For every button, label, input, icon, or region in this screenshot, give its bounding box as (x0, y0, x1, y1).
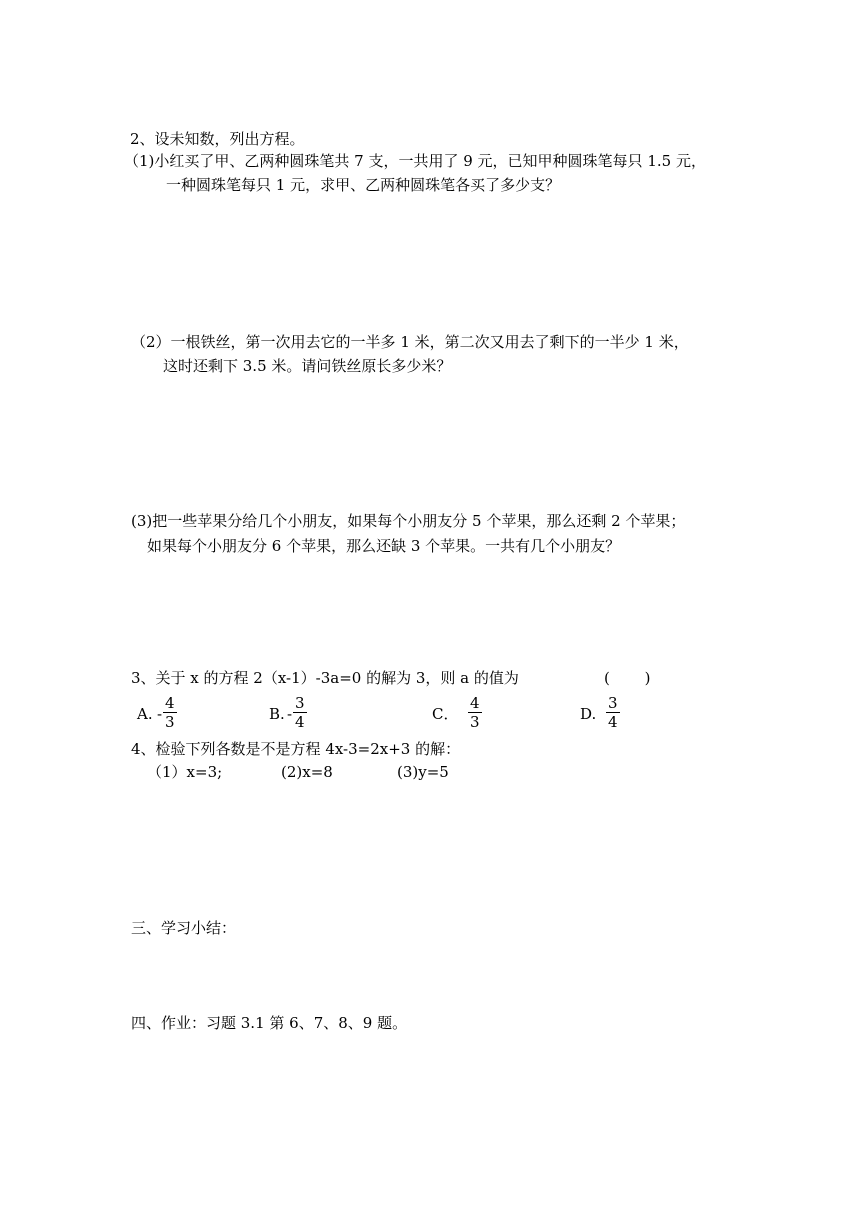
q2-title: 2、设未知数，列出方程。 (130, 130, 305, 148)
q2-p1-line1: （1)小红买了甲、乙两种圆珠笔共 7 支，一共用了 9 元，已知甲种圆珠笔每只 1.5 元， (124, 152, 706, 170)
q4-stem: 4、检验下列各数是不是方程 4x-3=2x+3 的解： (131, 740, 461, 758)
q4-item-1: （1）x=3; (147, 763, 223, 781)
q2-p1-line2: 一种圆珠笔每只 1 元，求甲、乙两种圆珠笔各买了多少支？ (166, 176, 561, 194)
option-fraction (293, 694, 307, 731)
q3-answer-bracket: ( ) (604, 669, 651, 687)
option-fraction (468, 694, 482, 731)
fraction-numerator: 3 (295, 694, 305, 712)
section-homework-heading: 四、作业：习题 3.1 第 6、7、8、9 题。 (131, 1014, 408, 1032)
option-label: B. (269, 705, 285, 723)
q2-p3-line2: 如果每个小朋友分 6 个苹果，那么还缺 3 个苹果。一共有几个小朋友？ (147, 537, 621, 555)
option-sign: - (287, 705, 293, 723)
option-label: A. (137, 705, 153, 723)
q2-p3-line1: (3)把一些苹果分给几个小朋友，如果每个小朋友分 5 个苹果，那么还剩 2 个苹果； (131, 512, 686, 530)
fraction-numerator: 3 (608, 694, 618, 712)
option-fraction (163, 694, 177, 731)
q4-item-2: (2)x=8 (281, 763, 333, 781)
fraction-denominator: 3 (470, 713, 480, 731)
q2-p2-line1: （2）一根铁丝，第一次用去它的一半多 1 米，第二次又用去了剩下的一半少 1 米， (131, 333, 689, 351)
option-label: C． (432, 705, 459, 723)
fraction-denominator: 4 (295, 713, 305, 731)
option-sign: - (157, 705, 163, 723)
q4-item-3: (3)y=5 (397, 763, 449, 781)
option-label: D. (580, 705, 597, 723)
section-summary-heading: 三、学习小结： (131, 919, 237, 937)
fraction-numerator: 4 (470, 694, 480, 712)
q2-p2-line2: 这时还剩下 3.5 米。请问铁丝原长多少米？ (163, 357, 452, 375)
fraction-denominator: 3 (165, 713, 175, 731)
fraction-numerator: 4 (165, 694, 175, 712)
option-fraction (606, 694, 620, 731)
fraction-denominator: 4 (608, 713, 618, 731)
q3-stem: 3、关于 x 的方程 2（x-1）-3a=0 的解为 3，则 a 的值为 (131, 669, 519, 687)
